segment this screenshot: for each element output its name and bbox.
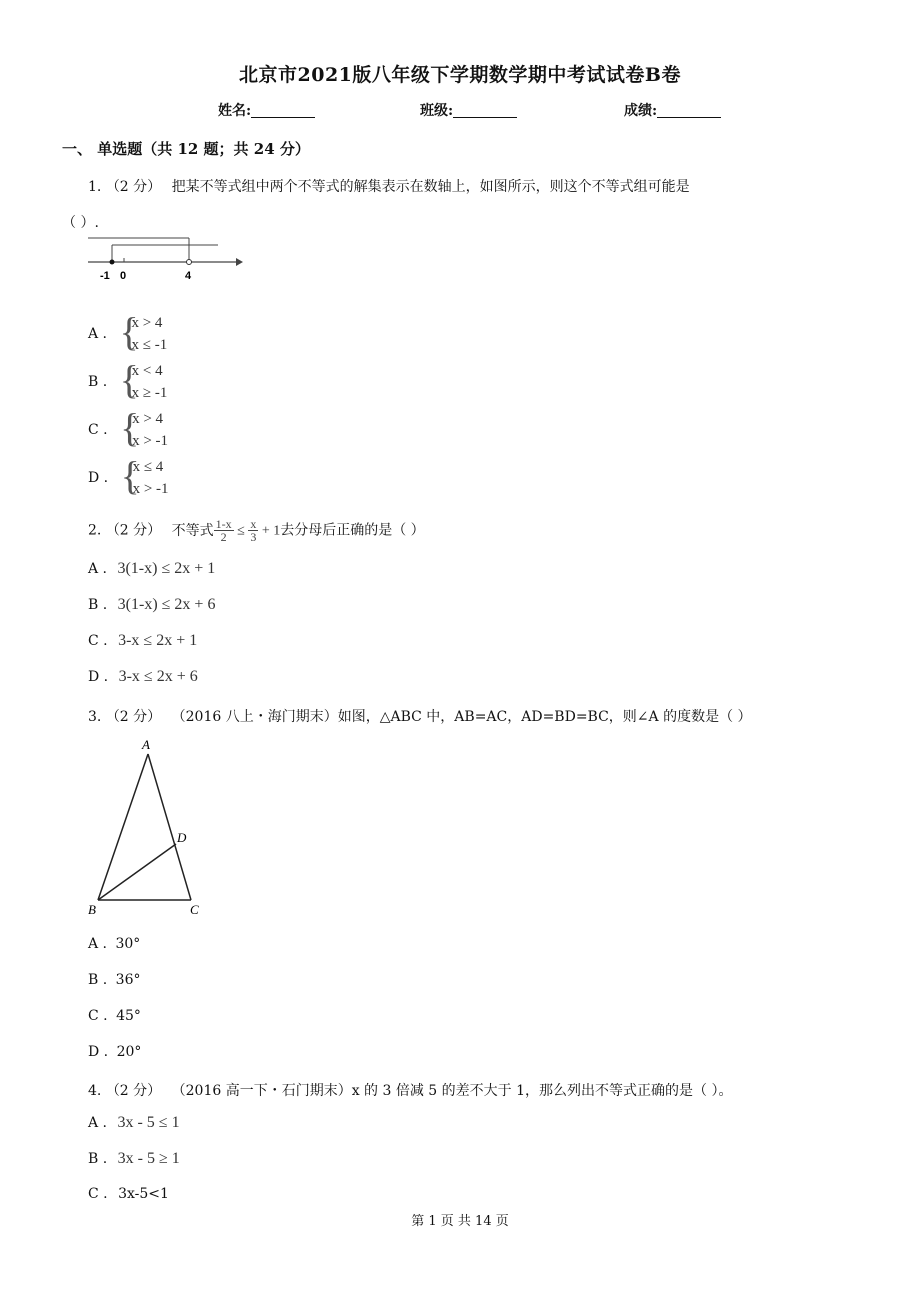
class-label: 班级: xyxy=(420,103,454,119)
question-points: （2 分） xyxy=(105,179,162,195)
score-label: 成绩: xyxy=(624,103,658,119)
option-letter: A . xyxy=(88,326,108,342)
option-expression: 3(1-x) ≤ 2x + 1 xyxy=(117,560,216,577)
point-neg-one xyxy=(110,260,115,265)
page-title: 北京市2021版八年级下学期数学期中考试试卷B卷 xyxy=(239,64,681,86)
option-letter: D . xyxy=(88,669,109,685)
question-text: （2016 高一下・石门期末）x 的 3 倍减 5 的差不大于 1，那么列出不等式正确的是（ ）。 xyxy=(171,1083,733,1099)
q4-option-a[interactable] xyxy=(88,1114,180,1132)
score-blank[interactable] xyxy=(657,103,721,118)
question-number: 3. xyxy=(88,709,102,725)
fraction-2-numerator: x xyxy=(250,517,257,531)
question-text-after: 去分母后正确的是（ ） xyxy=(280,522,425,539)
q1-option-d[interactable] xyxy=(88,453,169,500)
option-letter: D . xyxy=(88,1044,109,1060)
question-text: 把某不等式组中两个不等式的解集表示在数轴上，如图所示，则这个不等式组可能是 xyxy=(171,179,690,195)
fraction-2 xyxy=(248,518,258,543)
option-letter: C . xyxy=(88,422,108,438)
q2-option-d[interactable] xyxy=(88,668,198,686)
name-field xyxy=(218,100,315,120)
option-expression: 3-x ≤ 2x + 1 xyxy=(118,632,198,649)
question-2 xyxy=(88,518,425,543)
side-ac xyxy=(148,754,191,900)
inequality-line-1: x ≤ 4 xyxy=(132,459,164,475)
q3-option-a[interactable] xyxy=(88,936,140,952)
q2-option-b[interactable] xyxy=(88,596,215,614)
side-ab xyxy=(98,754,148,900)
triangle-figure xyxy=(84,736,214,920)
inequality-line-1: x > 4 xyxy=(132,411,164,427)
question-points: （2 分） xyxy=(105,1083,162,1099)
axis-arrow xyxy=(236,258,243,266)
tick-label-zero: 0 xyxy=(120,270,127,282)
option-expression: 3x - 5 ≥ 1 xyxy=(117,1150,180,1167)
q3-option-b[interactable] xyxy=(88,972,140,988)
option-letter: B . xyxy=(88,597,108,613)
inequality-system: { x > 4 x ≤ -1 xyxy=(119,309,168,354)
option-letter: D . xyxy=(88,470,109,486)
inequality-line-2: x > -1 xyxy=(132,433,169,449)
question-1-blank: （ ）. xyxy=(62,215,99,231)
option-expression: 3x - 5 ≤ 1 xyxy=(117,1114,180,1131)
question-3 xyxy=(88,706,752,726)
option-expression: 30° xyxy=(115,936,141,952)
inequality-line-2: x ≤ -1 xyxy=(131,337,168,353)
score-field xyxy=(624,100,721,120)
name-label: 姓名: xyxy=(218,103,252,119)
inequality-system: { x > 4 x > -1 xyxy=(120,405,169,450)
option-expression: 3x-5<1 xyxy=(118,1186,169,1202)
option-letter: C . xyxy=(88,633,108,649)
question-text-before: 不等式 xyxy=(171,522,214,539)
option-expression: 3-x ≤ 2x + 6 xyxy=(118,668,198,685)
option-letter: C . xyxy=(88,1008,108,1024)
tick-label-four: 4 xyxy=(185,270,192,282)
point-four xyxy=(187,260,192,265)
inequality-line-1: x < 4 xyxy=(131,363,163,379)
tick-label-neg-one: -1 xyxy=(100,270,110,282)
fraction-1-numerator: 1-x xyxy=(215,517,232,531)
vertex-label-a: A xyxy=(142,737,150,752)
vertex-label-c: C xyxy=(190,902,199,917)
vertex-label-b: B xyxy=(88,902,96,917)
inequality-system: { x ≤ 4 x > -1 xyxy=(120,453,169,498)
question-number: 4. xyxy=(88,1083,102,1099)
question-number: 1. xyxy=(88,179,102,195)
q3-option-c[interactable] xyxy=(88,1008,141,1024)
q1-option-b[interactable] xyxy=(88,357,168,404)
option-expression: 45° xyxy=(116,1008,141,1024)
option-letter: B . xyxy=(88,972,108,988)
q3-option-d[interactable] xyxy=(88,1044,141,1060)
question-text: （2016 八上・海门期末）如图，△ABC 中，AB=AC，AD=BD=BC，则∠A 的度数是（ ） xyxy=(171,709,752,725)
inequality-line-2: x > -1 xyxy=(132,481,169,497)
option-letter: A . xyxy=(88,1115,108,1131)
class-field xyxy=(420,100,517,120)
option-expression: 20° xyxy=(116,1044,142,1060)
q1-option-c[interactable] xyxy=(88,405,169,452)
question-points: （2 分） xyxy=(105,709,162,725)
q2-option-c[interactable] xyxy=(88,632,197,650)
option-expression: 36° xyxy=(115,972,141,988)
number-line-figure xyxy=(86,234,246,284)
inequality-line-2: x ≥ -1 xyxy=(131,385,168,401)
class-blank[interactable] xyxy=(453,103,517,118)
q1-option-a[interactable] xyxy=(88,309,168,356)
fraction-2-denominator: 3 xyxy=(250,530,257,544)
plus-one: + 1 xyxy=(258,523,281,539)
name-blank[interactable] xyxy=(251,103,315,118)
q4-option-c[interactable] xyxy=(88,1186,169,1202)
fraction-1-denominator: 2 xyxy=(220,530,227,544)
question-4 xyxy=(88,1080,732,1100)
option-expression: 3(1-x) ≤ 2x + 6 xyxy=(117,596,216,613)
leq-sign: ≤ xyxy=(233,523,249,539)
option-letter: A . xyxy=(88,561,108,577)
vertex-label-d: D xyxy=(177,830,187,845)
option-letter: B . xyxy=(88,374,108,390)
inequality-system: { x < 4 x ≥ -1 xyxy=(119,357,168,402)
question-points: （2 分） xyxy=(105,522,162,539)
option-letter: B . xyxy=(88,1151,108,1167)
inequality-line-1: x > 4 xyxy=(131,315,163,331)
q4-option-b[interactable] xyxy=(88,1150,180,1168)
segment-bd xyxy=(98,844,176,900)
option-letter: C . xyxy=(88,1186,108,1202)
q2-option-a[interactable] xyxy=(88,560,215,578)
fraction-1 xyxy=(214,518,234,543)
question-1 xyxy=(88,176,690,196)
page-footer: 第 1 页 共 14 页 xyxy=(411,1214,509,1229)
section-heading: 一、 单选题（共 12 题；共 24 分） xyxy=(62,140,310,158)
option-letter: A . xyxy=(88,936,108,952)
question-number: 2. xyxy=(88,522,102,539)
